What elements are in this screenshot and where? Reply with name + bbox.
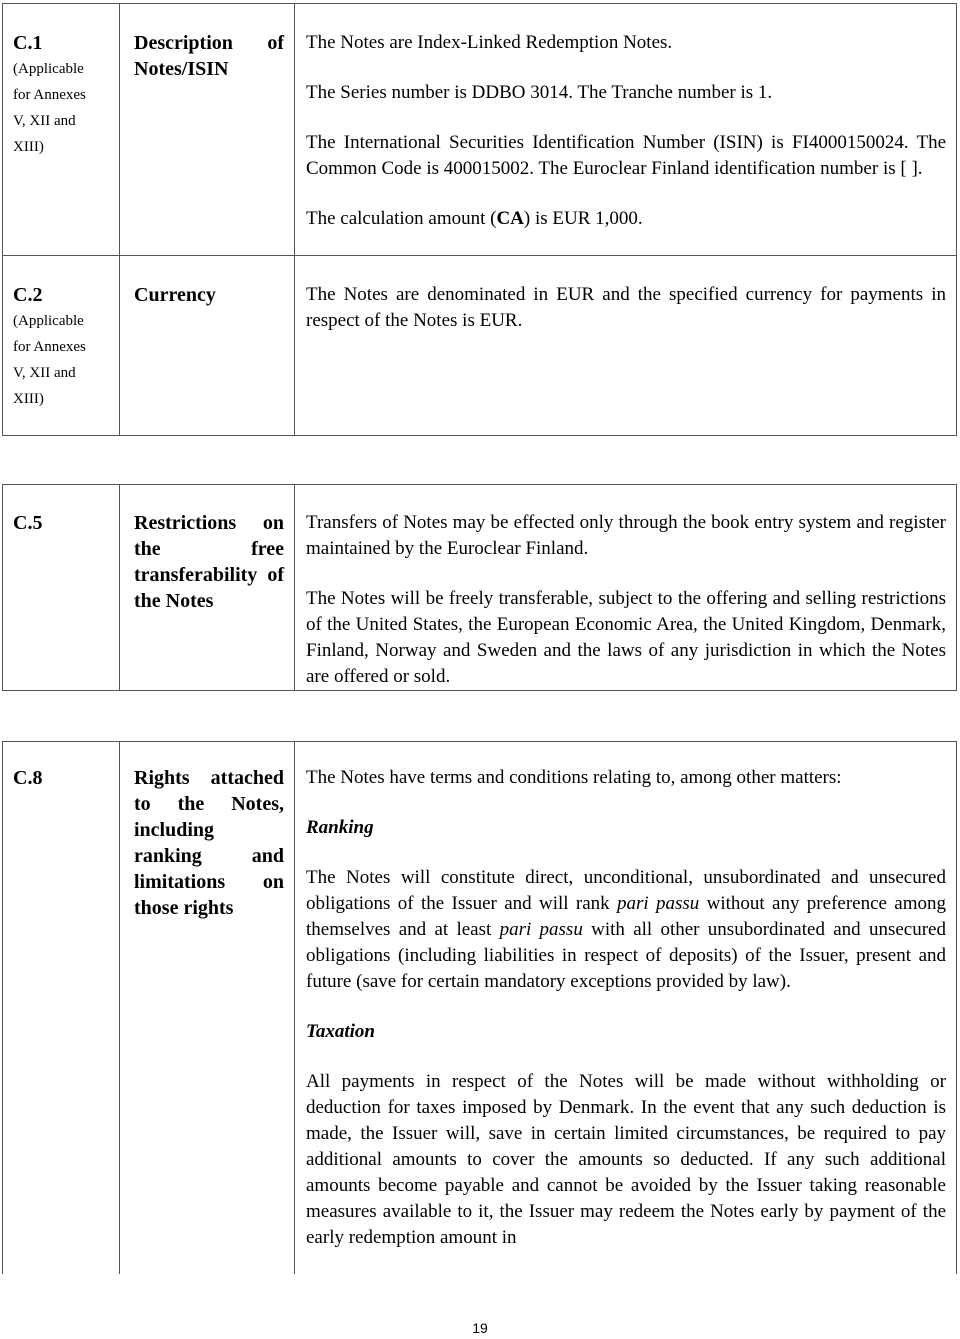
code-cell	[3, 742, 120, 1274]
heading-cell	[120, 485, 295, 691]
section-table-c1-c2	[2, 3, 957, 436]
code-cell	[3, 485, 120, 691]
section-heading: Description of Notes/ISIN	[134, 32, 284, 80]
table-row	[3, 485, 957, 691]
body-cell	[295, 485, 957, 691]
section-heading: Currency	[134, 284, 216, 306]
section-code: C.8	[13, 767, 43, 789]
table-row	[3, 256, 957, 436]
body-cell	[295, 256, 957, 436]
heading-cell	[120, 4, 295, 256]
table-row	[3, 4, 957, 256]
paragraph: The Notes have terms and conditions relating to, among other matters:	[306, 767, 842, 788]
paragraph: The Series number is DDBO 3014. The Tranche number is 1.	[306, 82, 773, 103]
section-code: C.2	[13, 284, 43, 306]
section-heading: Rights attached to the Notes, including ranking and limitations on those rights	[134, 767, 284, 919]
paragraph: The Notes will constitute direct, unconditional, unsubordinated and unsecured obligations of the Issuer and will rank pari passu without any preference among themselves and at least pari passu with all other unsubordinated and unsecured obligations (including liabilities in respect of deposits) of the Issuer, present and future (save for certain mandatory exceptions provided by law).	[306, 867, 947, 992]
section-heading: Restrictions on the free transferability of the Notes	[134, 512, 284, 612]
applicability-note: (Applicable for Annexes V, XII and XIII)	[13, 61, 86, 155]
body-cell	[295, 742, 957, 1274]
section-table-c8	[2, 741, 957, 1274]
paragraph: The Notes will be freely transferable, subject to the offering and selling restrictions of the United States, the European Economic Area, the United Kingdom, Denmark, Finland, Norway and Sweden and the laws of any jurisdiction in which the Notes are offered or sold.	[306, 588, 946, 687]
subheading-ranking: Ranking	[306, 817, 374, 838]
paragraph: The International Securities Identification Number (ISIN) is FI4000150024. The Common Code is 400015002. The Euroclear Finland identification number is [ ].	[306, 132, 946, 179]
subheading-taxation: Taxation	[306, 1021, 375, 1042]
section-code: C.1	[13, 32, 43, 54]
page-number: 19	[472, 1320, 488, 1336]
section-code: C.5	[13, 512, 43, 534]
applicability-note: (Applicable for Annexes V, XII and XIII)	[13, 313, 86, 407]
heading-cell	[120, 256, 295, 436]
paragraph: The Notes are Index-Linked Redemption Notes.	[306, 32, 673, 53]
paragraph: Transfers of Notes may be effected only through the book entry system and register maintained by the Euroclear Finland.	[306, 512, 946, 559]
paragraph: The Notes are denominated in EUR and the specified currency for payments in respect of the Notes is EUR.	[306, 284, 946, 331]
paragraph: The calculation amount (CA) is EUR 1,000.	[306, 208, 643, 229]
heading-cell	[120, 742, 295, 1274]
section-table-c5	[2, 484, 957, 691]
code-cell	[3, 4, 120, 256]
body-cell	[295, 4, 957, 256]
table-row	[3, 742, 957, 1274]
code-cell	[3, 256, 120, 436]
paragraph: All payments in respect of the Notes will be made without withholding or deduction for taxes imposed by Denmark. In the event that any such deduction is made, the Issuer will, save in certain limited circumstances, be required to pay additional amounts to cover the amounts so deducted. If any such additional amounts become payable and cannot be avoided by the Issuer taking reasonable measures available to it, the Issuer may redeem the Notes early by payment of the early redemption amount in	[306, 1071, 946, 1248]
